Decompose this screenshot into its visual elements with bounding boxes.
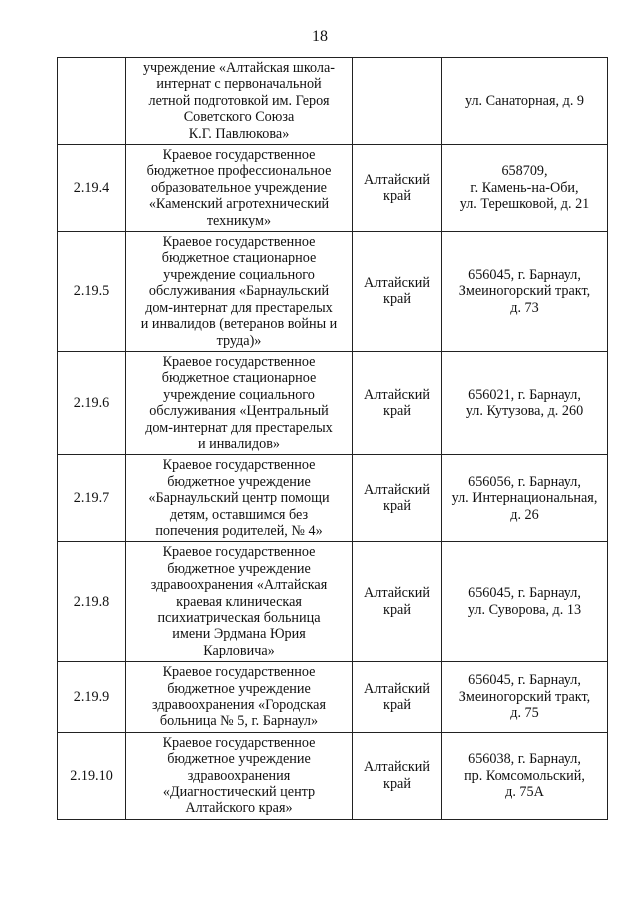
institution-name-cell	[126, 145, 353, 232]
institution-name-line: бюджетное учреждение	[167, 560, 311, 577]
institution-name-line: Карловича»	[203, 642, 275, 659]
address-line: ул. Интернациональная,	[451, 490, 598, 507]
institution-name-line: и инвалидов (ветеранов войны и	[140, 316, 338, 333]
region-cell	[353, 58, 442, 145]
institution-name-line: техникум»	[206, 212, 272, 229]
institution-name-line: имени Эрдмана Юрия	[172, 626, 306, 643]
item-number-cell	[58, 58, 126, 145]
institution-name-line: обслуживания «Центральный	[149, 403, 329, 420]
table-row	[58, 351, 608, 454]
table-row	[58, 232, 608, 352]
institution-name-cell	[126, 351, 353, 454]
institution-name-cell	[126, 455, 353, 542]
address-line: 656056, г. Барнаул,	[468, 473, 581, 490]
address-line: г. Камень-на-Оби,	[470, 179, 579, 196]
institution-name-line: бюджетное стационарное	[161, 250, 317, 267]
region-line: Алтайский	[364, 171, 430, 188]
address-cell	[442, 58, 608, 145]
institution-name-line: бюджетное учреждение	[167, 473, 311, 490]
address-cell	[442, 351, 608, 454]
institution-name-line: учреждение социального	[163, 386, 315, 403]
institution-name-line: Краевое государственное	[162, 457, 316, 474]
address-line: 656045, г. Барнаул,	[468, 672, 581, 689]
address-line: 656021, г. Барнаул,	[468, 386, 581, 403]
institution-name-line: здравоохранения	[187, 767, 291, 784]
address-line: ул. Суворова, д. 13	[467, 601, 582, 618]
address-line: 656038, г. Барнаул,	[468, 751, 581, 768]
table-row	[58, 455, 608, 542]
address-cell	[442, 732, 608, 819]
region-cell	[353, 732, 442, 819]
region-line: край	[383, 291, 411, 308]
institution-name-line: бюджетное учреждение	[167, 680, 311, 697]
item-number-cell: 2.19.9	[58, 662, 126, 733]
address-cell	[442, 455, 608, 542]
institution-name-line: летной подготовкой им. Героя	[148, 92, 330, 109]
region-line: край	[383, 498, 411, 515]
institution-name-line: больница № 5, г. Барнаул»	[159, 713, 319, 730]
institution-name-line: Краевое государственное	[162, 234, 316, 251]
institution-name-line: дом-интернат для престарелых	[145, 299, 333, 316]
region-line: Алтайский	[364, 386, 430, 403]
institution-name-cell	[126, 232, 353, 352]
institution-name-line: интернат с первоначальной	[156, 76, 322, 93]
institutions-table	[57, 57, 608, 820]
region-line: край	[383, 775, 411, 792]
table-row	[58, 542, 608, 662]
address-line: Змеиногорский тракт,	[458, 283, 591, 300]
region-line: край	[383, 601, 411, 618]
address-line: 656045, г. Барнаул,	[468, 266, 581, 283]
institution-name-line: Краевое государственное	[162, 664, 316, 681]
institution-name-cell	[126, 542, 353, 662]
address-line: д. 73	[510, 299, 539, 316]
page-number: 18	[312, 28, 328, 45]
region-line: Алтайский	[364, 275, 430, 292]
region-line: Алтайский	[364, 481, 430, 498]
address-cell	[442, 662, 608, 733]
address-cell	[442, 542, 608, 662]
institution-name-line: обслуживания «Барнаульский	[148, 283, 330, 300]
item-number-cell: 2.19.8	[58, 542, 126, 662]
table-row	[58, 662, 608, 733]
institution-name-line: бюджетное учреждение	[167, 751, 311, 768]
institution-name-line: здравоохранения «Алтайская	[150, 577, 328, 594]
institution-name-line: труда)»	[216, 332, 262, 349]
address-cell	[442, 232, 608, 352]
address-line: Змеиногорский тракт,	[458, 688, 591, 705]
region-line: Алтайский	[364, 585, 430, 602]
region-line: Алтайский	[364, 759, 430, 776]
institution-name-line: бюджетное стационарное	[161, 370, 317, 387]
institution-name-line: К.Г. Павлюкова»	[188, 125, 290, 142]
table-row	[58, 58, 608, 145]
institution-name-line: Краевое государственное	[162, 147, 316, 164]
address-line: ул. Кутузова, д. 260	[465, 403, 584, 420]
institution-name-line: краевая клиническая	[176, 593, 302, 610]
institution-name-line: Советского Союза	[183, 109, 295, 126]
institution-name-line: детям, оставшимся без	[169, 506, 309, 523]
address-line: 656045, г. Барнаул,	[468, 585, 581, 602]
institution-name-line: Алтайского края»	[185, 800, 293, 817]
region-line: край	[383, 697, 411, 714]
address-line: ул. Санаторная, д. 9	[464, 92, 585, 109]
institution-name-line: дом-интернат для престарелых	[145, 419, 333, 436]
institution-name-line: Краевое государственное	[162, 734, 316, 751]
institution-name-line: учреждение «Алтайская школа-	[142, 60, 336, 76]
institution-name-line: образовательное учреждение	[151, 179, 327, 196]
region-cell	[353, 455, 442, 542]
institution-name-line: учреждение социального	[163, 266, 315, 283]
institution-name-line: «Каменский агротехнический	[148, 196, 330, 213]
item-number-cell: 2.19.10	[58, 732, 126, 819]
region-line: Алтайский	[364, 680, 430, 697]
address-line: ул. Терешковой, д. 21	[459, 196, 590, 213]
institution-name-line: Краевое государственное	[162, 353, 316, 370]
institution-name-cell	[126, 662, 353, 733]
institution-name-line: бюджетное профессиональное	[146, 163, 332, 180]
address-line: д. 26	[510, 506, 539, 523]
address-line: пр. Комсомольский,	[464, 767, 585, 784]
institution-name-line: попечения родителей, № 4»	[155, 522, 323, 539]
address-line: 658709,	[501, 163, 548, 180]
region-cell	[353, 232, 442, 352]
institution-name-line: психиатрическая больница	[157, 610, 321, 626]
institution-name-cell	[126, 58, 353, 145]
region-cell	[353, 351, 442, 454]
item-number-cell: 2.19.6	[58, 351, 126, 454]
institution-name-line: «Барнаульский центр помощи	[148, 490, 330, 507]
institution-name-line: Краевое государственное	[162, 544, 316, 561]
region-cell	[353, 542, 442, 662]
institution-name-line: и инвалидов»	[197, 435, 281, 452]
item-number-cell: 2.19.5	[58, 232, 126, 352]
institution-name-line: здравоохранения «Городская	[152, 697, 326, 714]
table-body	[58, 58, 608, 820]
region-line: край	[383, 403, 411, 420]
region-cell	[353, 662, 442, 733]
region-line: край	[383, 188, 411, 205]
table-row	[58, 732, 608, 819]
institution-name-cell	[126, 732, 353, 819]
table-row	[58, 145, 608, 232]
item-number-cell: 2.19.7	[58, 455, 126, 542]
institution-name-line: «Диагностический центр	[162, 784, 316, 801]
address-line: д. 75	[510, 705, 539, 722]
region-cell	[353, 145, 442, 232]
address-line: д. 75А	[505, 784, 544, 801]
item-number-cell: 2.19.4	[58, 145, 126, 232]
address-cell	[442, 145, 608, 232]
